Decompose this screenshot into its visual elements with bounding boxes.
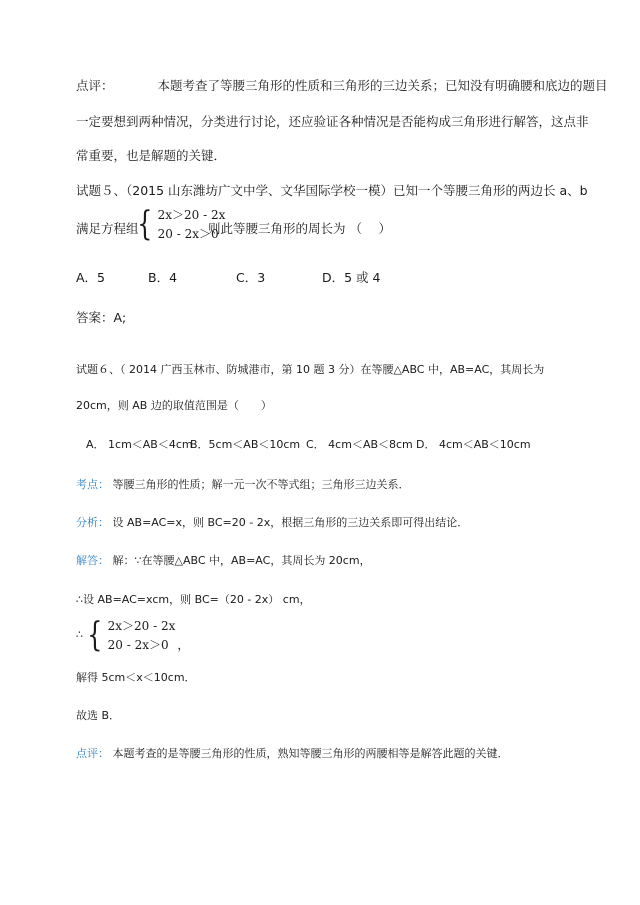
q6-sys-row2: 20 - 2x＞0: [107, 638, 169, 652]
q6-dianping: [76, 746, 509, 762]
comment1-line2: 一定要想到两种情况，分类进行讨论，还应验证各种情况是否能构成三角形进行解答，这点非: [76, 114, 589, 129]
q6-choice-d: D． 4cm＜AB＜10cm: [416, 438, 531, 451]
q6-choice-a: A． 1cm＜AB＜4cm: [86, 438, 193, 451]
dianping-label: 点评：: [76, 747, 109, 760]
q6-fenxi: [76, 515, 468, 531]
q5-answer: 答案：A;: [76, 310, 127, 325]
q5-line2-pre: 满足方程组: [76, 221, 139, 236]
q6-line2: 20cm，则 AB 边的取值范围是（ ）: [76, 399, 272, 412]
q5-sys-row2: 20 - 2x＞0: [157, 227, 219, 241]
q5-choice-d: D．5 或 4: [322, 270, 381, 285]
q6-sys-row1: 2x＞20 - 2x: [107, 619, 176, 633]
brace-icon: {: [87, 615, 103, 655]
q6-equation-system: [84, 617, 189, 653]
q6-sys-prefix: ∴: [76, 628, 83, 641]
comment1-text1: 本题考查了等腰三角形的性质和三角形的三边关系；已知没有明确腰和底边的题目: [157, 78, 608, 93]
q6-step2: 解得 5cm＜x＜10cm．: [76, 671, 196, 684]
q6-choice-c: C． 4cm＜AB＜8cm: [306, 438, 413, 451]
q6-line1: 试题６、（ 2014 广西玉林市、防城港市，第 10 题 3 分）在等腰△ABC 中，AB=AC，其周长为: [76, 363, 545, 376]
q6-choice-b: B．5cm＜AB＜10cm: [190, 438, 301, 451]
fenxi-label: 分析：: [76, 516, 109, 529]
q5-choice-a: A．5: [76, 270, 106, 285]
comment1-line3: 常重要，也是解题的关键．: [76, 148, 227, 163]
q5-choice-c: C．3: [236, 270, 266, 285]
q5-choice-b: B．4: [148, 270, 178, 285]
q6-jieda: [76, 553, 371, 569]
fenxi-text: 设 AB=AC=x，则 BC=20 - 2x，根据三角形的三边关系即可得出结论．: [112, 516, 469, 529]
jieda-label: 解答：: [76, 554, 109, 567]
q6-kaodian: [76, 477, 410, 493]
dianping-text: 本题考查的是等腰三角形的性质，熟知等腰三角形的两腰相等是解答此题的关键．: [112, 747, 509, 760]
q6-step3: 故选 B．: [76, 709, 121, 722]
kaodian-label: 考点：: [76, 478, 109, 491]
comment1-line1: [76, 78, 608, 94]
q6-step1: ∴设 AB=AC=xcm，则 BC=（20 - 2x） cm，: [76, 593, 311, 606]
q5-line2-post: 则此等腰三角形的周长为 （ ）: [208, 221, 391, 236]
kaodian-text: 等腰三角形的性质；解一元一次不等式组；三角形三边关系．: [112, 478, 410, 491]
q6-sys-suffix: ，: [177, 638, 190, 652]
brace-icon: {: [137, 204, 153, 244]
q5-line1: 试题５、（2015 山东潍坊广文中学、文华国际学校一模）已知一个等腰三角形的两边长 a、b: [76, 183, 588, 198]
q5-sys-row1: 2x＞20 - 2x: [157, 208, 226, 222]
jieda-text: 解：∵在等腰△ABC 中，AB=AC，其周长为 20cm，: [112, 554, 371, 567]
comment1-label: 点评：: [76, 78, 114, 93]
